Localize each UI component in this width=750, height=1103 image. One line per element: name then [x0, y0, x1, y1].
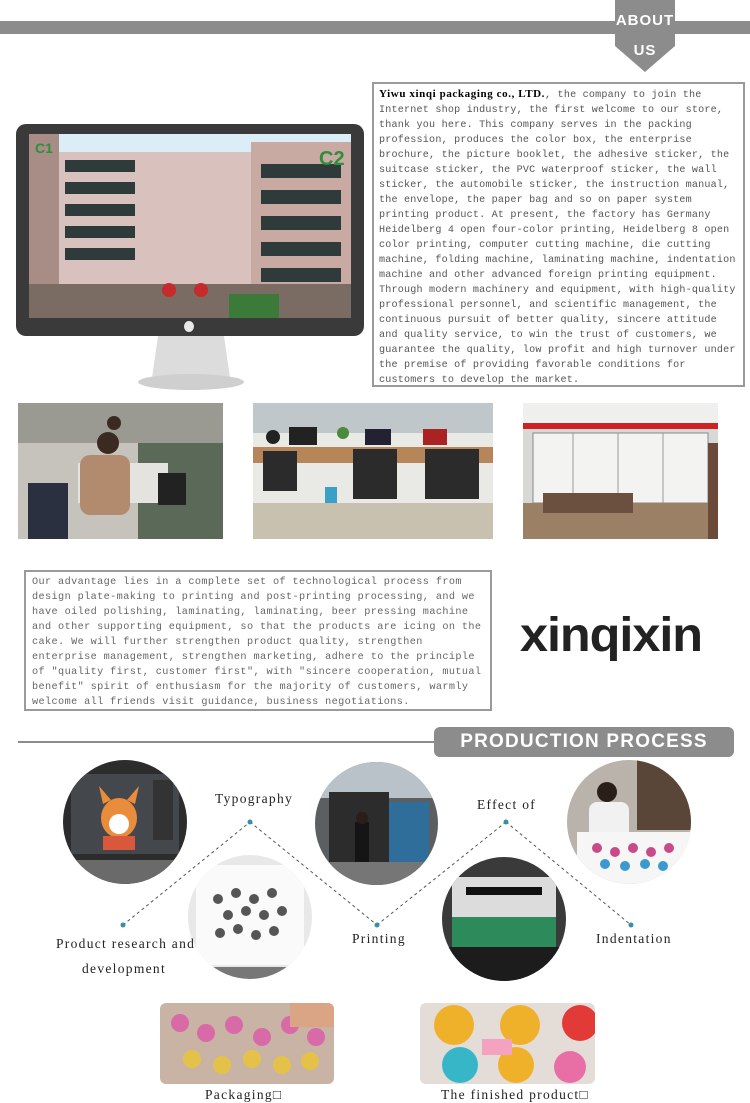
printing-circle-photo: [315, 762, 438, 885]
effect-circle-photo: [442, 857, 566, 981]
about-label: ABOUT: [615, 12, 675, 29]
packaging-photo: [160, 1003, 334, 1084]
step-label-research: Product research and: [56, 936, 196, 951]
us-label: US: [633, 42, 657, 59]
indentation-circle-photo: [567, 760, 691, 884]
company-intro-box: [372, 82, 745, 387]
step-label-packaging: Packaging□: [205, 1087, 283, 1102]
company-name: Yiwu xinqi packaging co., LTD.: [379, 88, 546, 100]
office-photo-1: [18, 403, 223, 539]
step-label-typography: Typography: [215, 791, 294, 806]
advantage-text: Our advantage lies in a complete set of technological process from design plate-making to printing and post-printing processing, and we have oiled polishing, laminating, laminating, beer pressing machine and other supporting equipment, so that the products are icing on the cake. We will further strengthen product quality, strengthen enterprise management, strengthen marketing, adhere to the principle of "quality first, customer first", with "sincere cooperation, mutual benefit" spirit of enthusiasm for the majority of customers, warmly welcome all friends visit guidance, business negotiations.: [32, 577, 482, 708]
production-process-banner: PRODUCTION PROCESS: [434, 727, 734, 757]
step-label-effect: Effect of: [477, 797, 537, 812]
office-photo-2: [253, 403, 493, 539]
research-circle-photo: [63, 760, 187, 884]
company-intro-text: , the company to join the Internet shop industry, the first welcome to our store, thank you here. This company serves in the packing profession, produces the color box, the enterprise brochure, the picture booklet, the adhesive sticker, the suitcase sticker, the PVC waterproof sticker, the wall sticker, the automobile sticker, the instruction manual, the envelope, the paper bag and so on paper system printing product. At present, the factory has Germany Heidelberg 4 open four-color printing, Heidelberg 8 open color printing, computer cutting machine, die cutting machine, folding machine, laminating machine, indentation machine and other advanced foreign printing equipment. Through modern machinery and equipment, with high-quality professional personnel, and scientific management, the continuous pursuit of better quality, sincere attitude and quality service, to win the trust of customers, we guarantee the quality, low profit and high turnover under the premise of providing favorable conditions for customers to develop the market.: [379, 90, 736, 386]
advantage-box: [24, 570, 492, 711]
typography-circle-photo: [188, 855, 312, 979]
building-sign-c1: C1: [35, 140, 53, 156]
xinqixin-logo: xinqixin: [520, 609, 703, 662]
monitor-illustration: [16, 124, 364, 390]
step-label-printing: Printing: [352, 931, 406, 946]
building-sign-c2: C2: [319, 148, 345, 170]
finished-product-photo: [420, 1003, 595, 1084]
apple-logo-icon: [184, 321, 194, 332]
about-us-badge: [615, 0, 675, 72]
building-photo: [29, 134, 351, 318]
step-label-finished-product: The finished product□: [441, 1087, 589, 1102]
monitor-stand: [138, 336, 244, 390]
workshop-photo: [523, 403, 718, 539]
step-label-research-development: development: [82, 961, 167, 976]
step-label-indentation: Indentation: [596, 931, 672, 946]
production-divider-line: [18, 741, 438, 743]
